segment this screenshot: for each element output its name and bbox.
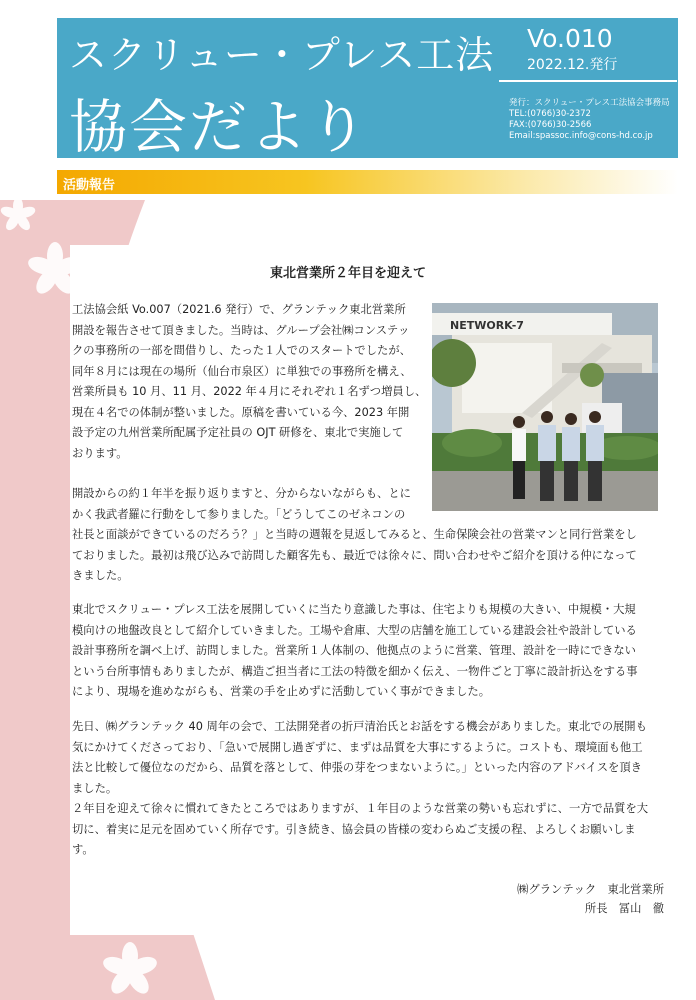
paragraph-1: 工法協会紙 Vo.007（2021.6 発行）で、グランテック東北営業所 開設を報告させて頂きました。当時は、グループ会社㈱コンステッ クの事務所の一部を間借りし、たった１人でのスタートでしたが、 同年８月には現在の場所（仙台市泉区）に単独での事務所を構え、 営業所員も 10 月、11 月、2022 年４月にそれぞれ１名ずつ増員し、 現在４名での体制が整いました。原稿を書いている今、2023 年開 設予定の九州営業所配属予定社員の OJT 研修を、東北で実施して おります。 bbox=[72, 303, 427, 460]
publisher-name: 発行：スクリュー・プレス工法協会事務局 bbox=[509, 98, 670, 108]
paragraph-4: 先日、㈱グランテック 40 周年の会で、工法開発者の折戸清治氏とお話をする機会がありました。東北での展開も 気にかけてくださっており、「急いで展開し過ぎずに、まずは品質を大事にするように。コストも、環境面も他工 法と比較して優位なのだから、品質を落として、伸張の芽をつまないように。」といった内容のアドバイスを頂き ました。 ２年目を迎えて徐々に慣れてきたところではありますが、１年目のような営業の勢いも忘れずに、一方で品質を大 切に、着実に足元を固めていく所存です。引き続き、協会員の皆様の変わらぬご支援の程、よろしくお願いしま す。 bbox=[72, 720, 649, 856]
section-label: 活動報告 bbox=[63, 178, 116, 193]
publisher-fax: FAX:(0766)30-2566 bbox=[509, 120, 592, 130]
paragraph-3: 東北でスクリュー・プレス工法を展開していくに当たり意識した事は、住宅よりも規模の大きい、中規模・大規 模向けの地盤改良として紹介していきました。工場や倉庫、大型の店舗を施工している建設会社や設計している 設計事務所を調べ上げ、訪問しました。営業所１人体制の、他拠点のように営業、管理、設計を一時にできない という台所事情もありましたが、構造ご担当者に工法の特徴を細かく伝え、一物件ごと丁寧に設計折込をする事 により、現場を進めながらも、営業の手を止めずに活動していく事ができました。 bbox=[72, 603, 638, 698]
section-bar bbox=[57, 170, 678, 194]
building-sign: NETWORK-7 bbox=[450, 319, 524, 332]
divider bbox=[499, 80, 677, 82]
publisher-info bbox=[509, 98, 670, 142]
newsletter-title: スクリュー・プレス工法 bbox=[69, 33, 495, 77]
publisher-email: Email:spassoc.info@cons-hd.co.jp bbox=[509, 131, 653, 141]
newsletter-header bbox=[57, 18, 678, 161]
office-photo bbox=[432, 303, 658, 511]
paragraph-2: 開設からの約１年半を振り返りますと、分からないながらも、とに かく我武者羅に行動をして参りました。「どうしてこのゼネコンの 社長と面談ができているのだろう？」と当時の週報を見返してみると、生命保険会社の営業マンと同行営業をし ておりました。最初は飛び込みで訪問した顧客先も、最近では徐々に、問い合わせやご紹介を頂ける仲になって きました。 bbox=[72, 487, 637, 582]
issue-date: 2022.12.発行 bbox=[527, 57, 618, 73]
signature-person: 所長 冨山 徹 bbox=[584, 902, 664, 915]
office-photo-illustration bbox=[432, 303, 658, 511]
volume-number: Vo.010 bbox=[527, 24, 613, 53]
article-title: 東北営業所２年目を迎えて bbox=[269, 266, 426, 281]
signature-company: ㈱グランテック 東北営業所 bbox=[517, 883, 664, 896]
publisher-tel: TEL:(0766)30-2372 bbox=[509, 109, 591, 119]
signature bbox=[517, 880, 664, 918]
newsletter-subtitle: 協会だより bbox=[69, 93, 370, 161]
